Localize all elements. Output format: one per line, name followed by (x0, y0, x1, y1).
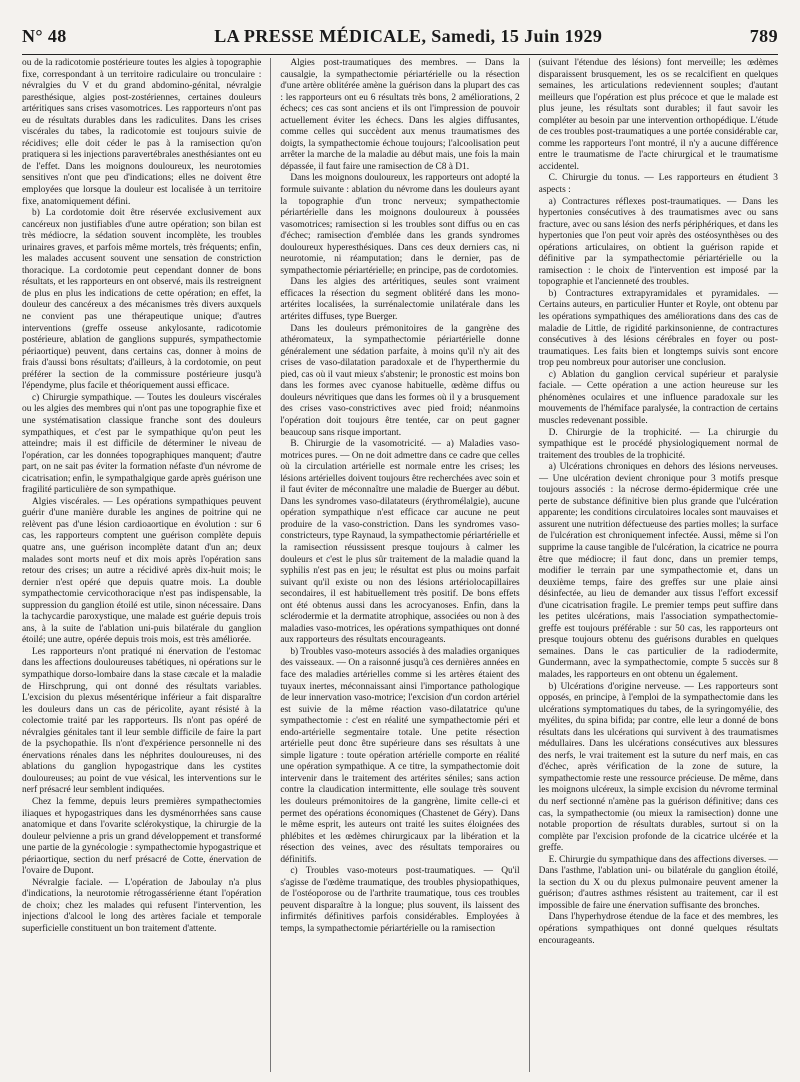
article-columns (22, 58, 778, 1072)
paragraph: ou de la radicotomie postérieure toutes les algies à topographie fixe, correspondant à un territoire radiculaire ou tronculaire : névralgies du V et du grand abdomino-génital, névralgie paresthésique, algies post-zostériennes, certaines douleurs artéritiques sans crises vasomotrices. Les rapporteurs n'ont pas eu de résultats durables dans les radiculites. Dans les crises viscérales du tabes, la radicotomie est toujours suivie de récidives; elle doit céder le pas à la ramisection qu'on pratiquera si les injections paravertébrales anesthésiantes ont eu de l'effet. Dans les moignons douloureux, les neurotomies sensitives n'ont que peu d'indications; elles ne doivent être employées que lorsque la douleur est localisée à un territoire fixe, anatomiquement défini. (22, 58, 262, 207)
paragraph: Dans les algies des artéritiques, seules sont vraiment efficaces la résection du segment oblitéré dans les mono-artérites localisées, la surrénalectomie unilatérale dans les artérites diffuses, type Buerger. (280, 277, 520, 323)
journal-title: LA PRESSE MÉDICALE, Samedi, 15 Juin 1929 (214, 26, 603, 46)
paragraph: B. Chirurgie de la vasomotricité. — a) Maladies vaso-motrices pures. — On ne doit admettre dans ce cadre que celles où la circulation artérielle est normale entre les crises; les lésions artérielles doivent toujours être recherchées avec soin et il faut éviter de méconnaître une maladie de Buerger au début. Dans les syndromes vaso-dilatateurs (érythromélalgie), aucune opération sympathique n'est efficace car aucune ne peut produire de la vaso-constriction. Dans les syndromes vaso-constricteurs, type Raynaud, la sympathectomie périartérielle et la ramisection réussissent presque toujours à calmer les douleurs et c'est le plus sûr traitement de la maladie quand la syphilis n'est pas en jeu; le résultat est plus ou moins parfait suivant qu'il existe ou non des lésions artériolocapillaires secondaires, il est habituellement très positif. De bons effets ont été obtenus aussi dans les acrocyanoses. Enfin, dans la sclérodermie et la dermatite atrophique, associées ou non à des maladies vaso-motrices, les opérations sympathiques ont donné aux rapporteurs des résultats encourageants. (280, 439, 520, 646)
column-divider (270, 58, 271, 1072)
paragraph: b) La cordotomie doit être réservée exclusivement aux cancéreux non justifiables d'une autre opération; son bilan est très médiocre, la sédation souvent incomplète, les troubles urinaires graves, et parfois même mortels, très fréquents; enfin, les malades accusent souvent une sensation de constriction thoracique. La cordotomie peut cependant donner de bons résultats, et les rapporteurs en ont observé, mais ils restreignent de plus en plus les indications de cette opération; en effet, la douleur des cancéreux a des mécanismes très divers auxquels ne convient pas une thérapeutique unique; d'autres interventions (greffe osseuse ankylosante, radicotomie postérieure, ablation de ganglions suppurés, sympathectomie périaortique) peuvent, dans certains cas, donner à moins de frais d'aussi bons résultats; d'ailleurs, à la cordotomie, on peut préférer la section de la commissure postérieure jusqu'à l'épendyme, plus facile et théoriquement aussi efficace. (22, 208, 262, 392)
paragraph: c) Ablation du ganglion cervical supérieur et paralysie faciale. — Cette opération a une action heureuse sur les phénomènes oculaires et une influence paradoxale sur les mouvements de l'hémiface paralysée, la contraction de certains muscles redevenant possible. (538, 369, 778, 426)
paragraph: E. Chirurgie du sympathique dans des affections diverses. — Dans l'asthme, l'ablation uni- ou bilatérale du ganglion étoilé, la section du X ou du plexus pulmonaire peuvent amener la guérison; d'autres asthmes résistent au traitement, car il est impossible de faire une énervation suffisante des bronches. (538, 854, 778, 911)
paragraph: b) Ulcérations d'origine nerveuse. — Les rapporteurs sont opposés, en principe, à l'emploi de la sympathectomie dans les ulcérations symptomatiques du tabes, de la syringomyélie, des myélites, du spina bifida; par contre, elle leur a donné de bons résultats dans les ulcérations qui survivent à des traumatismes médullaires. Dans les ulcérations consécutives aux blessures des nerfs, le vrai traitement est la suture du nerf mais, en cas d'échec, après vérification de la zone de suture, la sympathectomie reste une ressource précieuse. De même, dans les moignons ulcéreux, la simple excision du névrome terminal du nerf sectionné n'amène pas la guérison définitive; dans ces cas, la sympathectomie (ou mieux la ramisection) donne une notable proportion de résultats durables, surtout si on la complète par l'excision profonde de la cicatrice ulcérée et la greffe. (538, 681, 778, 854)
page-header (22, 26, 778, 55)
page-number: 789 (749, 26, 778, 46)
paragraph: c) Troubles vaso-moteurs post-traumatiques. — Qu'il s'agisse de l'œdème traumatique, des troubles physiopathiques, de l'ostéoporose ou de l'arthrite traumatique, tous ces troubles peuvent disparaître à la longue; plus souvent, ils laissent des infirmités définitives parfois considérables. Employées à temps, la sympathectomie périartérielle ou la ramisection (280, 866, 520, 935)
column-1 (22, 58, 261, 1072)
paragraph: b) Contractures extrapyramidales et pyramidales. — Certains auteurs, en particulier Hunter et Royle, ont obtenu par les opérations sympathiques des améliorations dans des cas de maladie de Little, de rigidité parkinsonienne, de contractures consécutives à des lésions cérébrales en foyer ou post-traumatiques. Les faits bien et longtemps suivis sont encore trop peu nombreux pour autoriser une conclusion. (538, 288, 778, 369)
paragraph: Algies viscérales. — Les opérations sympathiques peuvent guérir d'une manière durable les angines de poitrine qui ne relèvent pas d'une lésion cardioaortique en évolution : sur 6 cas, les rapporteurs comptent une guérison complète depuis quatre ans, une guérison incomplète datant d'un an; deux malades sont morts neuf et dix mois après l'opération sans retour des crises; un autre a récidivé après dix-huit mois; le dernier n'est opéré que depuis quatre mois. La double sympathectomie cervicothoracique n'est pas indispensable, la suppression du ganglion étoilé est utile, sinon nécessaire. Dans la tachycardie paroxystique, une malade est guérie depuis trois ans, à la suite de l'ablation uni-puis bilatérale du ganglion étoilé; une autre, opérée depuis trois mois, est très améliorée. (22, 496, 262, 646)
paragraph: D. Chirurgie de la trophicité. — La chirurgie du sympathique est le procédé physiologiquement normal de traitement des troubles de la trophicité. (538, 427, 778, 461)
paragraph: Dans les douleurs prémonitoires de la gangrène des athéromateux, la sympathectomie périartérielle donne généralement une sédation parfaite, à moins qu'il n'y ait des crises de vaso-dilatation paradoxale et de l'hyperthermie du pied, cas où il vaut mieux s'abstenir; le pronostic est moins bon dans les formes avec cyanose habituelle, œdème diffus ou douleurs névritiques que dans les formes où il y a brusquement des crises vaso-constrictives avec pied froid; néanmoins l'opération doit toujours être tentée, car on peut gagner beaucoup sans risque important. (280, 323, 520, 438)
column-3 (539, 58, 778, 1072)
paragraph: Névralgie faciale. — L'opération de Jaboulay n'a plus d'indications, la neurotomie rétrogassérienne étant l'opération de choix; chez les malades qui refusent l'intervention, les injections d'alcool le long des artères faciale et temporale superficielle constituent un bon traitement d'attente. (22, 877, 262, 935)
paragraph: (suivant l'étendue des lésions) font merveille; les œdèmes disparaissent brusquement, les os se recalcifient en quelques semaines, les articulations redeviennent souples; d'autant meilleurs que l'opération est plus précoce et que le malade est plus jeune, les résultats sont durables; il faut savoir les compléter au besoin par une intervention orthopédique. L'étude de ces troubles post-traumatiques a une portée considérable car, comme les rapporteurs l'ont montré, il n'y a aucune différence entre le traumatisme de l'acte chirurgical et le traumatisme accidentel. (538, 58, 778, 172)
paragraph: C. Chirurgie du tonus. — Les rapporteurs en étudient 3 aspects : (538, 173, 778, 196)
paragraph: a) Ulcérations chroniques en dehors des lésions nerveuses. — Une ulcération devient chronique pour 3 motifs presque toujours associés : la nécrose dermo-épidermique crée une perte de substance définitive bien plus grande que l'ulcération apparente; les conditions circulatoires locales sont mauvaises et assurent une nutrition défectueuse des parties molles; la surface de l'ulcération est chroniquement infectée. Aussi, même si l'on supprime la cause tangible de l'ulcération, la cicatrice ne pourra être que médiocre; il faut donc, dans un premier temps, modifier le terrain par une sympathectomie et, dans un deuxième temps, faire des greffes sur une plaie ainsi désinfectée, au lieu de demander aux tissus l'effort excessif d'une cicatrisation fragile. Le premier temps peut suffire dans les petites ulcérations, mais l'association sympathectomie-greffe est toujours préférable : sur 50 cas, les rapporteurs ont presque toujours obtenu des guérisons durables en quelques semaines. Dans le cas particulier de la radiodermite, Gundermann, avec la sympathectomie, compte 5 succès sur 8 malades, les rapporteurs en ont obtenu un également. (538, 462, 778, 680)
issue-number: N° 48 (22, 26, 67, 46)
paragraph: Dans l'hyperhydrose étendue de la face et des membres, les opérations sympathiques ont donné quelques résultats encourageants. (538, 912, 778, 946)
paragraph: Les rapporteurs n'ont pratiqué ni énervation de l'estomac dans les affections douloureuses tabétiques, ni opérations sur le sympathique dorso-lombaire dans la stase cæcale et la maladie de Hirschprung, qui ont donné des résultats variables. L'excision du plexus mésentérique inférieur a fait disparaître les douleurs dans un cas de péricolite, ayant résisté à la colectomie traité par les rapporteurs. Ils n'ont pas opéré de névralgies génitales tant il leur semble difficile de faire la part de la psychopathie. Ils n'ont d'expérience personnelle ni des énervations rénales dans les néphrites douloureuses, ni des ablations du ganglion hypogastrique dans les cystites douloureuses; au point de vue vésical, les interventions sur le nerf présacré leur semblent indiquées. (22, 646, 262, 796)
column-2 (280, 58, 519, 1072)
paragraph: b) Troubles vaso-moteurs associés à des maladies organiques des vaisseaux. — On a raisonné jusqu'à ces dernières années en face des maladies artérielles comme si les artères étaient des tuyaux inertes, méconnaissant ainsi l'importance pathologique de leur innervation vaso-motrice; l'excision d'un cordon artériel est suivie de la même réaction vaso-dilatatrice qu'une sympathectomie : c'est en réalité une sympathectomie péri et endo-artérielle segmentaire totale. Une petite résection artérielle peut donc être supérieure dans ses résultats à une simple ligature : toute opération artérielle comporte en réalité une opération sympathique. A ce titre, la sympathectomie doit intervenir dans le traitement des artérites séniles; sans action contre la claudication intermittente, elle soulage très souvent les douleurs prémonitoires de la gangrène, limite celle-ci et permet des opérations économiques (Chastenet de Géry). Dans le même esprit, les auteurs ont traité les suites éloignées des phlébites et les œdèmes chirurgicaux par la libération et la résection des veines, avec des résultats temporaires ou définitifs. (280, 646, 520, 865)
paragraph: a) Contractures réflexes post-traumatiques. — Dans les hypertonies consécutives à des traumatismes avec ou sans fracture, avec ou sans lésion des nerfs périphériques, et dans les hypertonies que l'on peut voir après des ostéosynthèses ou des opérations articulaires, on obtient la guérison rapide et définitive par la sympathectomie périartérielle ou la ramisection : le choix de l'intervention est imposé par la topographie et l'ancienneté des troubles. (538, 196, 778, 288)
paragraph: Dans les moignons douloureux, les rapporteurs ont adopté la formule suivante : ablation du névrome dans les douleurs ayant la topographie d'un tronc nerveux; sympathectomie périartérielle dans les moignons douloureux à poussées vasomotrices; ramisection si les troubles sont diffus ou en cas d'échec; ramisection d'emblée dans les grands syndromes douloureux hyperesthésiques. Dans ces deux derniers cas, ni neurotomie, ni réamputation; dans le dernier, pas de sympathectomie périartérielle; en principe, pas de cordotomies. (280, 173, 520, 276)
paragraph: c) Chirurgie sympathique. — Toutes les douleurs viscérales ou les algies des membres qui n'ont pas une topographie fixe et une systématisation classique franche sont des douleurs sympathiques, et c'est par le sympathique qu'on peut les atteindre; mais il est difficile de déterminer le niveau de l'opération, car les données topographiques manquent; d'autre part, on ne sait pas éviter la formation néfaste d'un névrome de cicatrisation; enfin, le sympathalgique garde après guérison une fragilité particulière de son sympathique. (22, 392, 262, 496)
column-divider (529, 58, 530, 1072)
paragraph: Algies post-traumatiques des membres. — Dans la causalgie, la sympathectomie périartérielle ou la résection d'une artère oblitérée amène la guérison dans la plupart des cas : les rapporteurs ont eu 6 résultats très bons, 2 améliorations, 2 échecs; ces cas sont anciens et ils ont l'impression de pouvoir actuellement éviter les échecs. Dans les algies diffusantes, comme celles qui succèdent aux menus traumatismes des doigts, la sympathectomie échoue toujours; l'alcoolisation peut arrêter la marche de la maladie au début mais, une fois la main dépassée, il faut faire une ramisection de C8 à D1. (280, 58, 520, 172)
paragraph: Chez la femme, depuis leurs premières sympathectomies iliaques et hypogastriques dans les dysménorrhées sans cause anatomique et dans l'ovarite sclérokystique, la chirurgie de la douleur pelvienne a pris un grand développement et transformé une partie de la gynécologie : sympathectomie hypogastrique et périaortique, section du nerf présacré de Cotte, énervation de l'ovaire de Dupont. (22, 797, 262, 877)
